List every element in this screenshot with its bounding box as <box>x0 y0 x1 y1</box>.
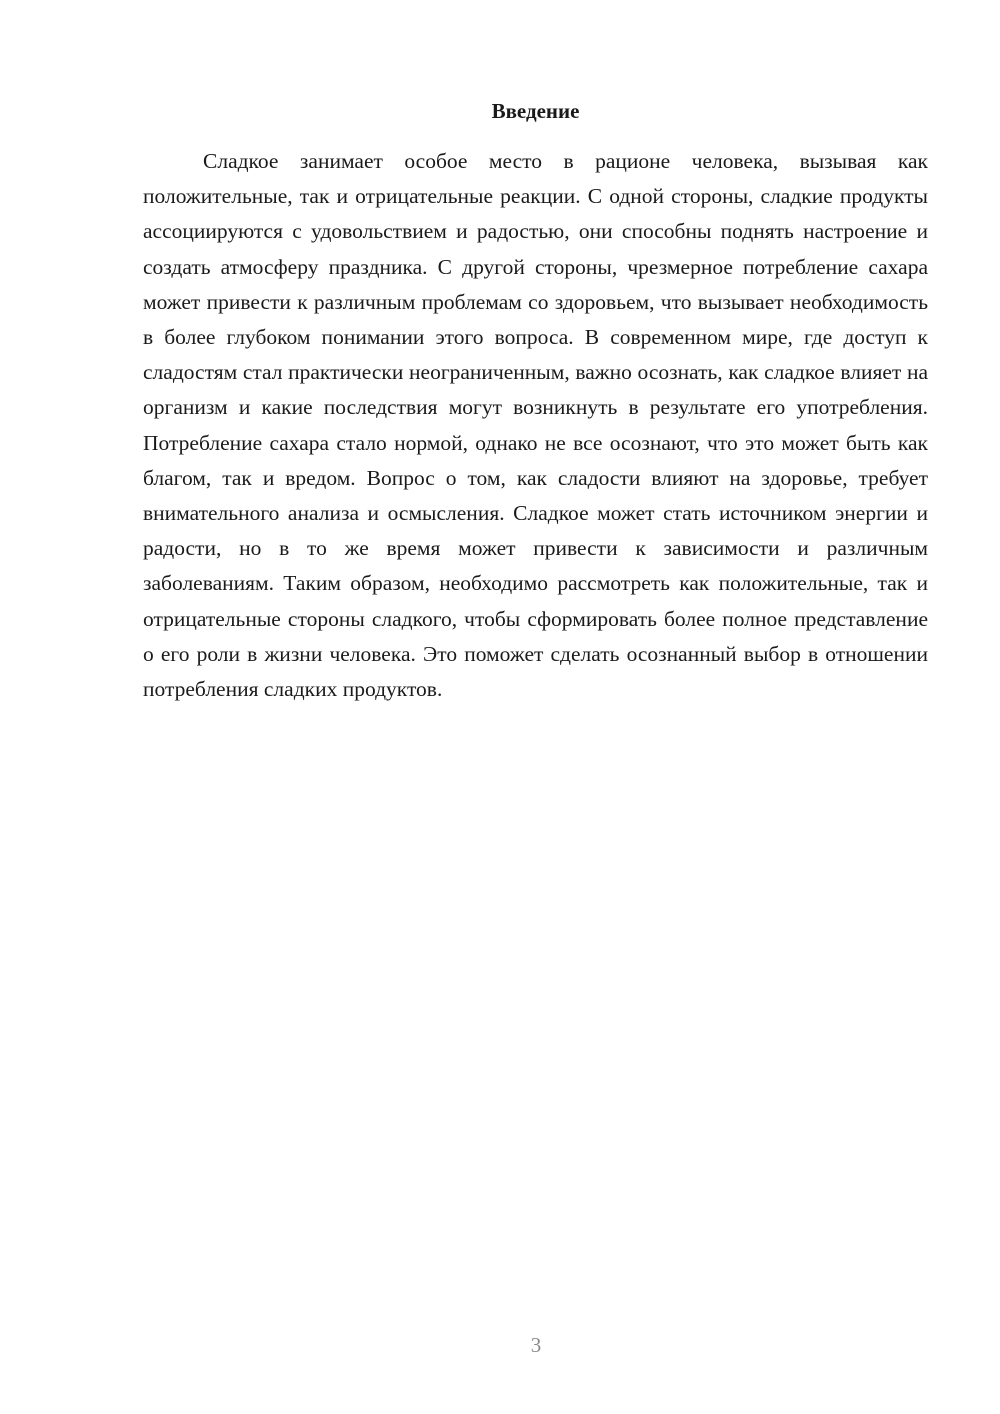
section-heading: Введение <box>491 99 580 123</box>
page-number: 3 <box>530 1333 542 1357</box>
body-paragraph: Сладкое занимает особое место в рационе человека, вызывая как положительные, так и отрицательные реакции. С одной стороны, сладкие продукты ассоциируются с удовольствием и радостью, они способны поднять настроение и создать атмосферу праздника. С другой стороны, чрезмерное потребление сахара может привести к различным проблемам со здоровьем, что вызывает необходимость в более глубоком понимании этого вопроса. В современном мире, где доступ к сладостям стал практически неограниченным, важно осознать, как сладкое влияет на организм и какие последствия могут возникнуть в результате его употребления. Потребление сахара стало нормой, однако не все осознают, что это может быть как благом, так и вредом. Вопрос о том, как сладости влияют на здоровье, требует внимательного анализа и осмысления. Сладкое может стать источником энергии и радости, но в то же время может привести к зависимости и различным заболеваниям. Таким образом, необходимо рассмотреть как положительные, так и отрицательные стороны сладкого, чтобы сформировать более полное представление о его роли в жизни человека. Это поможет сделать осознанный выбор в отношении потребления сладких продуктов. <box>143 149 928 702</box>
